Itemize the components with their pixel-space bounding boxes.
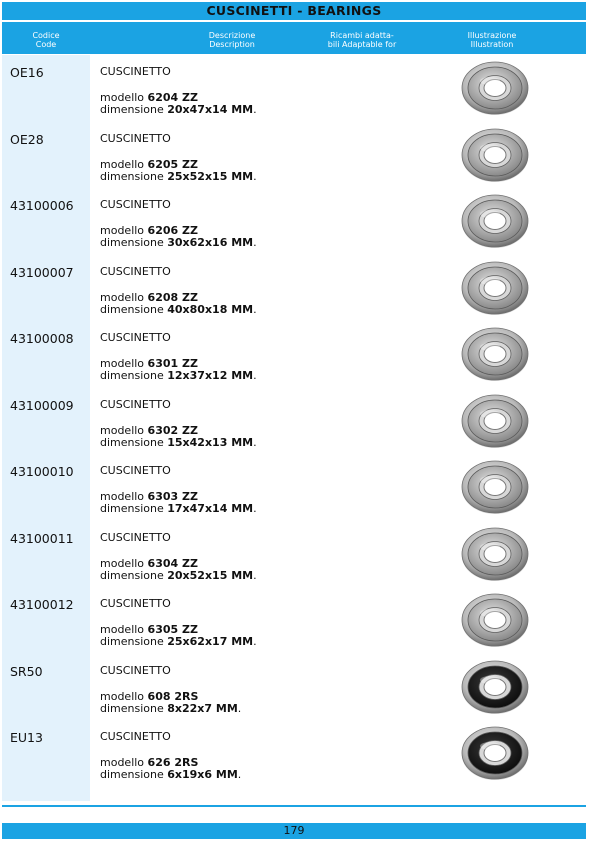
table-row — [2, 321, 586, 387]
table-row — [2, 720, 586, 786]
dimension-prefix: dimensione — [100, 302, 168, 316]
header-adaptable-for: Ricambi adatta- bili Adaptable for — [327, 31, 397, 49]
bearing-icon — [457, 591, 533, 649]
product-name: CUSCINETTO — [100, 464, 171, 477]
product-dimension-line — [100, 370, 257, 382]
header-description: Descrizione Description — [208, 31, 256, 49]
dimension-period: . — [237, 701, 242, 715]
product-name: CUSCINETTO — [100, 65, 171, 78]
product-code: 43100007 — [10, 264, 74, 280]
bearing-illustration — [457, 591, 533, 649]
product-dimension: 25x62x17 MM — [167, 635, 254, 648]
header-illustration: Illustrazione Illustration — [467, 31, 517, 49]
table-row — [2, 654, 586, 720]
product-name: CUSCINETTO — [100, 198, 171, 211]
bearing-icon — [457, 724, 533, 782]
bearing-illustration — [457, 59, 533, 117]
product-dimension-line — [100, 570, 257, 582]
product-model: 626 2RS — [147, 756, 199, 769]
product-dimension: 25x52x15 MM — [167, 169, 254, 183]
dimension-period: . — [253, 502, 257, 515]
model-prefix: modello — [100, 556, 148, 570]
table-row — [2, 521, 586, 587]
bearing-illustration — [457, 325, 533, 383]
product-description — [100, 133, 257, 183]
product-name: CUSCINETTO — [100, 530, 171, 544]
product-code: OE16 — [10, 65, 44, 80]
table-row — [2, 255, 586, 321]
product-dimension: 20x47x14 MM — [167, 103, 254, 116]
product-model: 6303 ZZ — [147, 490, 198, 503]
dimension-prefix: dimensione — [100, 568, 168, 582]
bearing-illustration — [457, 525, 533, 583]
product-dimension: 8x22x7 MM — [167, 701, 238, 715]
table-row — [2, 122, 586, 188]
bearing-illustration — [457, 458, 533, 516]
product-dimension-line — [100, 636, 257, 648]
model-prefix: modello — [100, 290, 148, 304]
product-model: 6205 ZZ — [147, 157, 198, 171]
product-dimension: 15x42x13 MM — [167, 435, 254, 449]
table-row — [2, 55, 586, 121]
product-description — [100, 731, 241, 781]
product-description — [100, 465, 257, 515]
product-dimension: 30x62x16 MM — [167, 236, 254, 249]
product-dimension-line — [100, 104, 257, 116]
dimension-prefix: dimensione — [100, 369, 168, 382]
product-code: 43100009 — [10, 397, 74, 413]
model-prefix: modello — [100, 357, 148, 370]
bearing-illustration — [457, 192, 533, 250]
product-description — [100, 598, 257, 648]
product-code: OE28 — [10, 131, 44, 147]
model-prefix: modello — [100, 756, 148, 769]
product-name: CUSCINETTO — [100, 264, 171, 278]
product-code: 43100012 — [10, 597, 74, 612]
product-dimension: 40x80x18 MM — [167, 302, 254, 316]
page-footer — [2, 823, 586, 839]
product-name: CUSCINETTO — [100, 331, 171, 344]
product-dimension-line — [100, 171, 257, 183]
bearing-icon — [457, 525, 533, 583]
bearing-illustration — [457, 259, 533, 317]
product-code: 43100010 — [10, 464, 74, 479]
bearing-illustration — [457, 724, 533, 782]
product-name: CUSCINETTO — [100, 397, 171, 411]
product-description — [100, 332, 257, 382]
dimension-prefix: dimensione — [100, 635, 168, 648]
dimension-period: . — [253, 369, 257, 382]
product-description — [100, 399, 257, 449]
model-prefix: modello — [100, 157, 148, 171]
product-dimension-line — [100, 437, 257, 449]
dimension-prefix: dimensione — [100, 701, 168, 715]
product-model: 6206 ZZ — [147, 224, 198, 237]
model-prefix: modello — [100, 423, 148, 437]
bearing-icon — [457, 259, 533, 317]
model-prefix: modello — [100, 490, 148, 503]
product-code: 43100008 — [10, 331, 74, 346]
product-code: 43100011 — [10, 530, 74, 546]
product-dimension: 12x37x12 MM — [167, 369, 254, 382]
product-description — [100, 66, 257, 116]
product-model: 6301 ZZ — [147, 357, 198, 370]
product-dimension-line — [100, 703, 241, 715]
table-header — [2, 22, 586, 54]
bearing-icon — [457, 126, 533, 184]
table-row — [2, 454, 586, 520]
product-name: CUSCINETTO — [100, 663, 171, 677]
product-dimension-line — [100, 237, 257, 249]
product-name: CUSCINETTO — [100, 597, 171, 610]
product-description — [100, 665, 241, 715]
product-model: 6304 ZZ — [147, 556, 198, 570]
bearing-illustration — [457, 126, 533, 184]
product-code: SR50 — [10, 663, 43, 679]
model-prefix: modello — [100, 623, 148, 636]
model-prefix: modello — [100, 224, 148, 237]
model-prefix: modello — [100, 689, 148, 703]
dimension-period: . — [253, 169, 257, 183]
product-description — [100, 266, 257, 316]
dimension-period: . — [253, 236, 257, 249]
bearing-icon — [457, 192, 533, 250]
product-dimension: 20x52x15 MM — [167, 568, 254, 582]
product-model: 6204 ZZ — [147, 91, 198, 104]
model-prefix: modello — [100, 91, 148, 104]
product-dimension: 6x19x6 MM — [167, 768, 238, 781]
bottom-divider — [2, 805, 586, 807]
page-number: 179 — [283, 824, 305, 837]
bearing-icon — [457, 59, 533, 117]
dimension-prefix: dimensione — [100, 435, 168, 449]
bearing-illustration — [457, 658, 533, 716]
dimension-prefix: dimensione — [100, 768, 168, 781]
product-dimension-line — [100, 503, 257, 515]
product-description — [100, 532, 257, 582]
dimension-period: . — [237, 768, 242, 781]
dimension-prefix: dimensione — [100, 103, 168, 116]
product-code: 43100006 — [10, 198, 74, 213]
dimension-period: . — [253, 435, 257, 449]
product-dimension-line — [100, 769, 241, 781]
dimension-period: . — [253, 103, 257, 116]
header-code: Codice Code — [32, 31, 60, 49]
product-model: 608 2RS — [147, 689, 199, 703]
table-row — [2, 587, 586, 653]
dimension-prefix: dimensione — [100, 169, 168, 183]
table-row — [2, 388, 586, 454]
bearing-illustration — [457, 392, 533, 450]
table-row — [2, 188, 586, 254]
dimension-period: . — [253, 635, 257, 648]
dimension-period: . — [253, 568, 257, 582]
product-model: 6208 ZZ — [147, 290, 198, 304]
bearing-icon — [457, 325, 533, 383]
product-name: CUSCINETTO — [100, 131, 171, 145]
bearing-icon — [457, 392, 533, 450]
dimension-period: . — [253, 302, 257, 316]
bearing-icon — [457, 458, 533, 516]
dimension-prefix: dimensione — [100, 502, 168, 515]
bearing-icon — [457, 658, 533, 716]
product-model: 6305 ZZ — [147, 623, 198, 636]
product-name: CUSCINETTO — [100, 730, 171, 743]
product-dimension: 17x47x14 MM — [167, 502, 254, 515]
page-title: CUSCINETTI - BEARINGS — [2, 2, 586, 20]
dimension-prefix: dimensione — [100, 236, 168, 249]
product-code: EU13 — [10, 730, 43, 745]
product-dimension-line — [100, 304, 257, 316]
product-model: 6302 ZZ — [147, 423, 198, 437]
product-description — [100, 199, 257, 249]
